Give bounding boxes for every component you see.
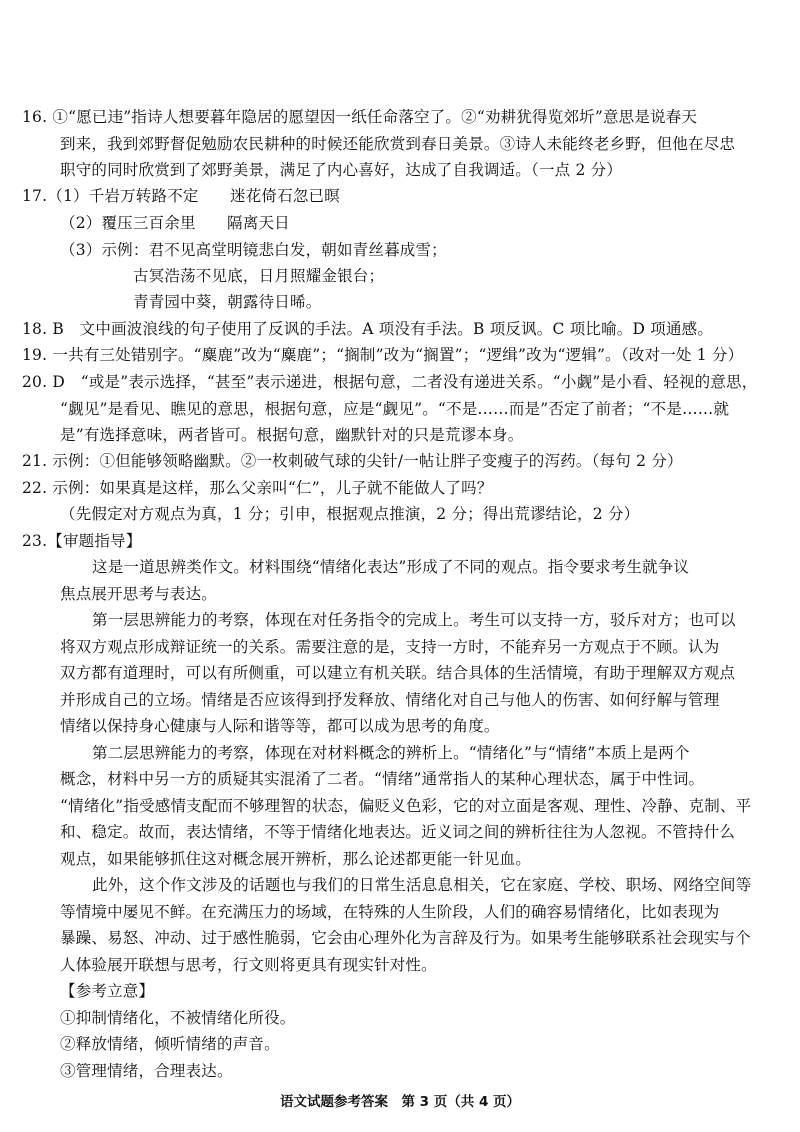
- q21-line: 21. 示例：①但能够领略幽默。②一枚刺破气球的尖针/一帖让胖子变瘦子的泻药。（每句 2 分）: [22, 452, 683, 470]
- q16-line-2: 到来，我到郊野督促勉励农民耕种的时候还能欣赏到春日美景。③诗人未能终老乡野，但他在尽忠: [60, 135, 736, 153]
- q17-line-2: （2）覆压三百余里 隔离天日: [60, 214, 290, 232]
- q23-reference-3: ③管理情绪，合理表达。: [60, 1062, 233, 1080]
- q23-reference-1: ①抑制情绪化，不被情绪化所役。: [60, 1009, 296, 1027]
- q23-p1-line-2: 焦点展开思考与表达。: [60, 585, 218, 603]
- q17-line-5: 青青园中葵，朝露待日晞。: [133, 293, 322, 311]
- q17-line-4: 古冥浩荡不见底，日月照耀金银台；: [133, 267, 385, 285]
- q23-reference-2: ②释放情绪，倾听情绪的声音。: [60, 1035, 280, 1053]
- q23-p2-line-4: 并形成自己的立场。情绪是否应该得到抒发释放、情绪化对自己与他人的伤害、如何纾解与管理: [60, 691, 720, 709]
- q17-line-1: 17.（1）千岩万转路不定 迷花倚石忽已暝: [22, 187, 340, 205]
- page-footer: 语文试题参考答案 第 3 页（共 4 页）: [279, 1094, 521, 1110]
- q16-line-1: 16. ①“愿已违”指诗人想要暮年隐居的愿望因一纸任命落空了。②“劝耕犹得览郊圻”意思是说春天: [22, 108, 698, 126]
- q23-p4-line-2: 等情境中屡见不鲜。在充满压力的场域，在特殊的人生阶段，人们的确容易情绪化，比如表现为: [60, 903, 720, 921]
- q20-line-3: 是”有选择意味，两者皆可。根据句意，幽默针对的只是荒谬本身。: [60, 426, 524, 444]
- q23-p4-line-1: 此外，这个作文涉及的话题也与我们的日常生活息息相关，它在家庭、学校、职场、网络空间等: [92, 876, 752, 894]
- q23-p3-line-4: 和、稳定。故而，表达情绪，不等于情绪化地表达。近义词之间的辨析往往为人忽视。不管持什么: [60, 823, 736, 841]
- q23-p3-line-3: “情绪化”指受感情支配而不够理智的状态，偏贬义色彩，它的对立面是客观、理性、冷静、克制、平: [60, 797, 752, 815]
- q16-line-3: 职守的同时欣赏到了郊野美景，满足了内心喜好，达成了自我调适。（一点 2 分）: [60, 161, 623, 179]
- q19-line: 19. 一共有三处错别字。“麋鹿”改为“麋鹿”；“搁制”改为“搁置”；“逻缉”改为“逻辑”。（改对一处 1 分）: [22, 346, 744, 364]
- q23-p2-line-5: 情绪以保持身心健康与人际和谐等等，都可以成为思考的角度。: [60, 717, 500, 735]
- q23-p4-line-4: 人体验展开联想与思考，行文则将更具有现实针对性。: [60, 956, 437, 974]
- q23-p2-line-1: 第一层思辨能力的考察，体现在对任务指令的完成上。考生可以支持一方，驳斥对方；也可以: [92, 611, 736, 629]
- q23-p1-line-1: 这是一道思辨类作文。材料围绕“情绪化表达”形成了不同的观点。指令要求考生就争议: [92, 558, 690, 576]
- q18-line: 18. B 文中画波浪线的句子使用了反讽的手法。A 项没有手法。B 项反讽。C 项比喻。D 项通感。: [22, 320, 714, 338]
- q23-reference-heading: 【参考立意】: [60, 982, 155, 1000]
- q23-heading: 23.【审题指导】: [22, 532, 142, 550]
- q20-line-2: “觑见”是看见、瞧见的意思，根据句意，应是“觑见”。“不是……而是”否定了前者；“不是……就: [60, 400, 730, 418]
- q23-p4-line-3: 暴躁、易怒、冲动、过于感性脆弱，它会由心理外化为言辞及行为。如果考生能够联系社会现实与个: [60, 929, 751, 947]
- q23-p3-line-5: 观点，如果能够抓住这对概念展开辨析，那么论述都更能一针见血。: [60, 850, 532, 868]
- q23-p3-line-2: 概念，材料中另一方的质疑其实混淆了二者。“情绪”通常指人的某种心理状态，属于中性词。: [60, 770, 705, 788]
- q17-line-3: （3）示例：君不见高堂明镜悲白发，朝如青丝暮成雪；: [60, 241, 447, 259]
- q23-p2-line-2: 将双方观点形成辩证统一的关系。需要注意的是，支持一方时，不能弃另一方观点于不顾。认为: [60, 638, 720, 656]
- q20-line-1: 20. D “或是”表示选择，“甚至”表示递进，根据句意，二者没有递进关系。“小觑”是小看、轻视的意思，: [22, 373, 758, 391]
- q23-p3-line-1: 第二层思辨能力的考察，体现在对材料概念的辨析上。“情绪化”与“情绪”本质上是两个: [92, 744, 690, 762]
- q23-p2-line-3: 双方都有道理时，可以有所侧重，可以建立有机关联。结合具体的生活情境，有助于理解双方观点: [60, 664, 736, 682]
- q22-line-1: 22. 示例：如果真是这样，那么父亲叫“仁”，儿子就不能做人了吗？: [22, 479, 493, 497]
- q22-line-2: （先假定对方观点为真，1 分；引申，根据观点推演，2 分；得出荒谬结论，2 分）: [60, 505, 640, 523]
